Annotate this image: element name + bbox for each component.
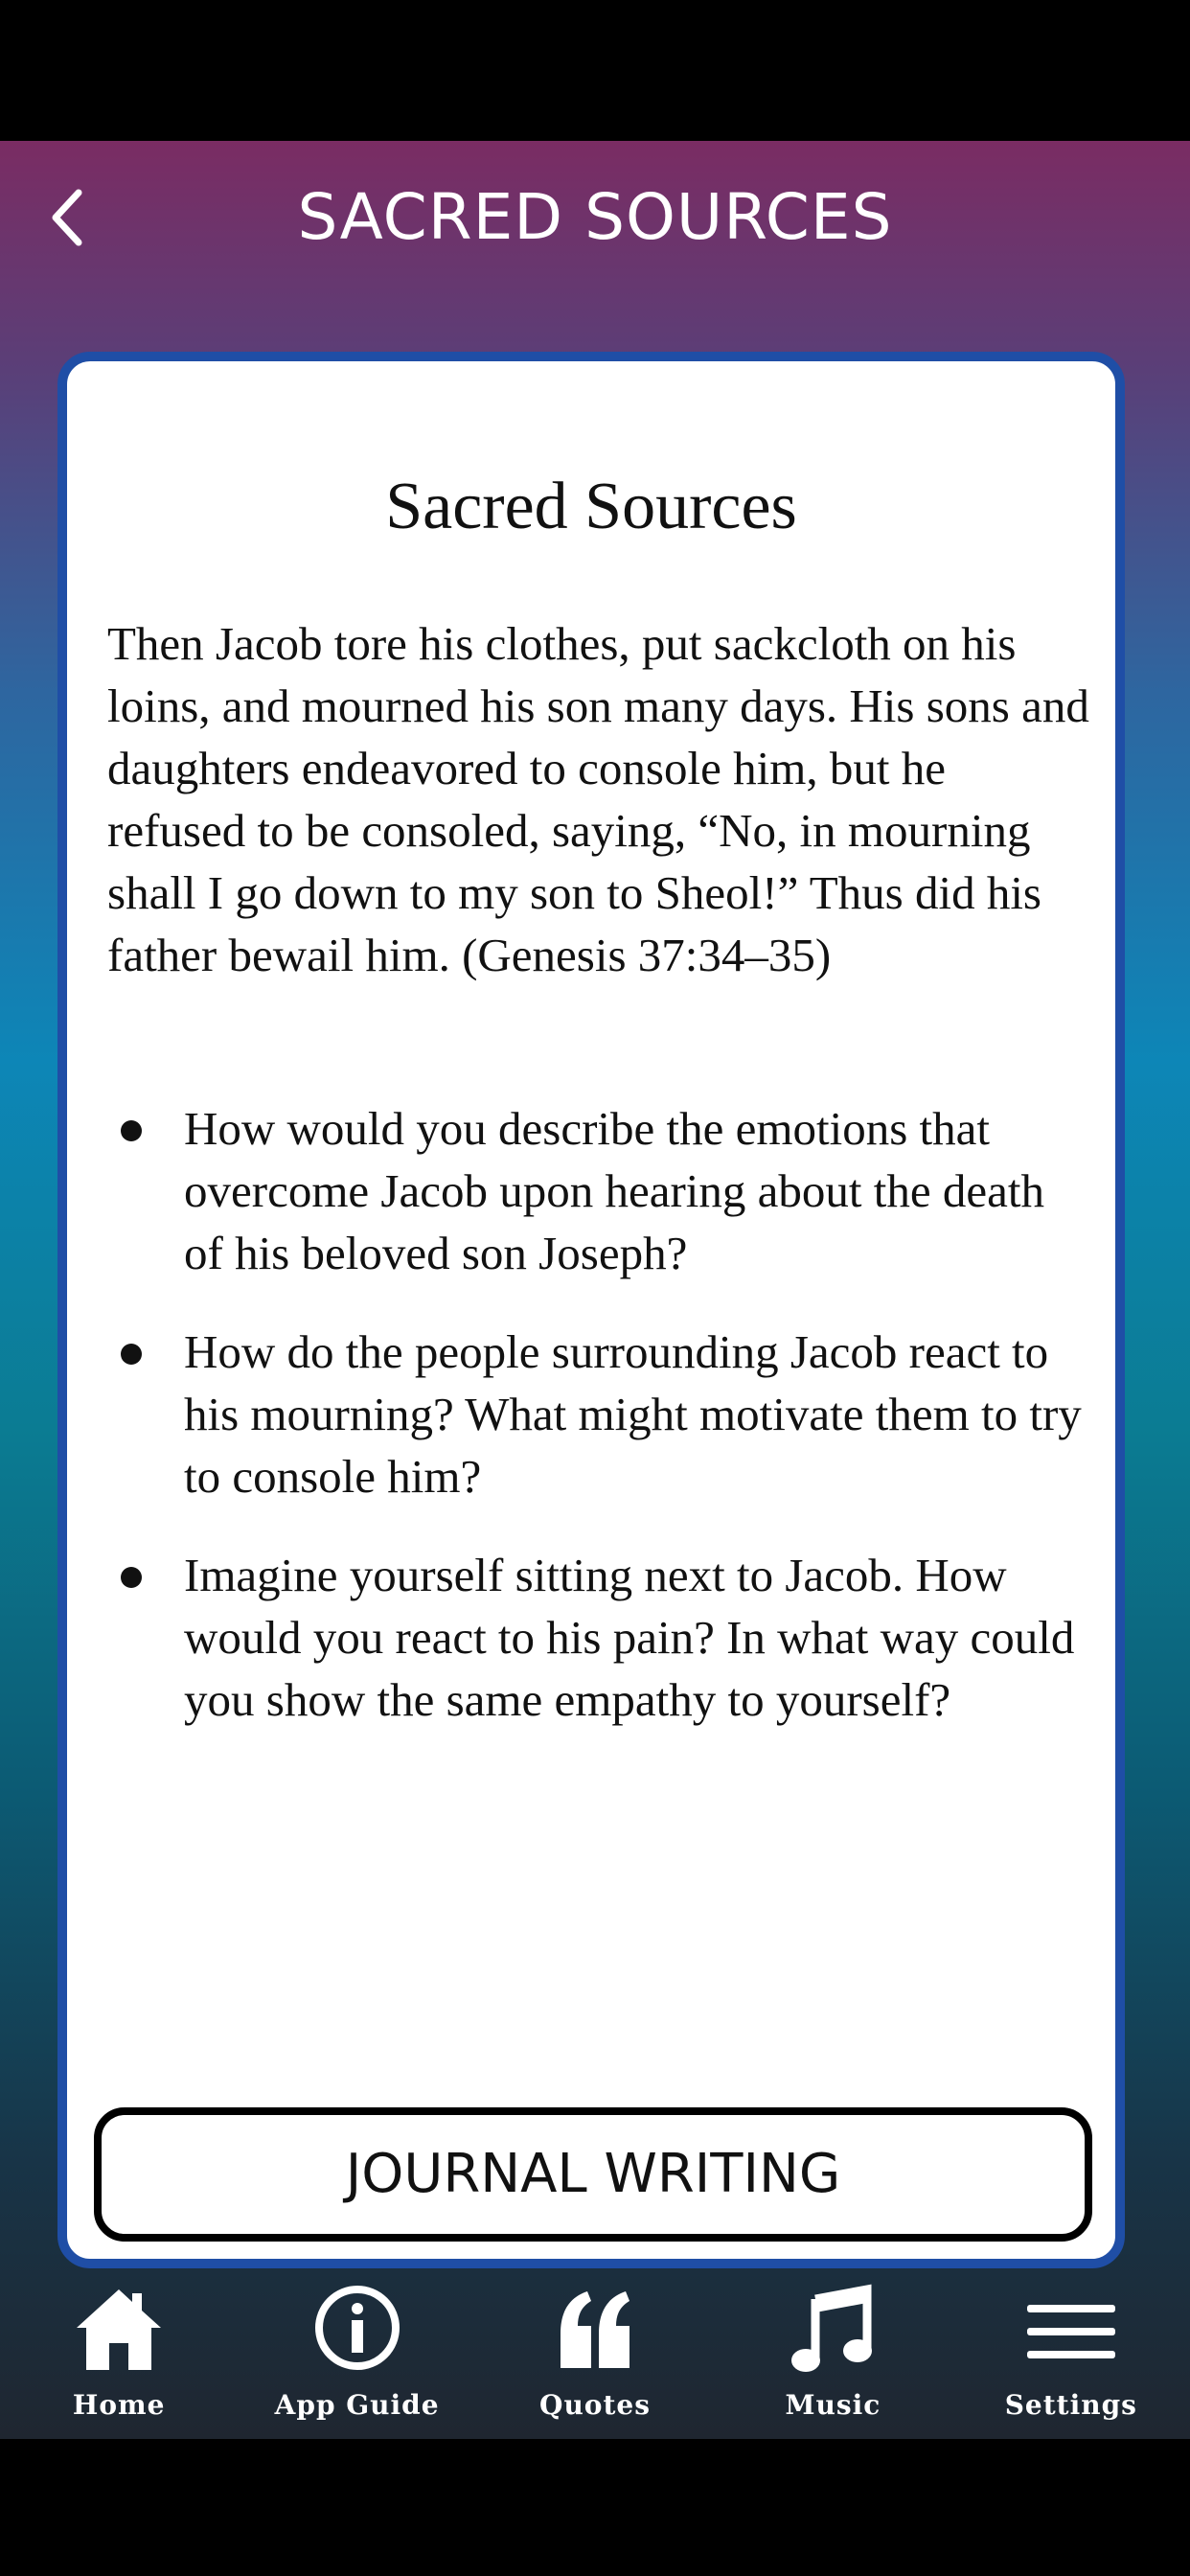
tab-app-guide[interactable]: [238, 2278, 475, 2439]
music-note-icon: [787, 2284, 879, 2376]
bullet-icon: [121, 1120, 142, 1141]
info-icon: [311, 2284, 403, 2376]
content-card: [57, 352, 1125, 2268]
tab-home[interactable]: [0, 2278, 238, 2439]
question-item: [107, 1097, 1090, 1284]
tab-bar: [0, 2278, 1190, 2439]
home-icon: [73, 2284, 165, 2376]
question-text: How do the people surrounding Jacob react to his mourning? What might motivate them to try to console him?: [184, 1325, 1082, 1503]
app-screen: [0, 141, 1190, 2439]
tab-label: Home: [72, 2389, 166, 2421]
question-item: [107, 1544, 1090, 1731]
tab-quotes[interactable]: [476, 2278, 714, 2439]
question-text: How would you describe the emotions that overcome Jacob upon hearing about the death of his beloved son Joseph?: [184, 1102, 1045, 1279]
bullet-icon: [121, 1567, 142, 1588]
bullet-icon: [121, 1344, 142, 1365]
quote-icon: [549, 2284, 641, 2376]
tab-label: App Guide: [274, 2389, 440, 2421]
tab-label: Settings: [1004, 2389, 1137, 2421]
header: [0, 141, 1190, 352]
scripture-passage: Then Jacob tore his clothes, put sackcloth on his loins, and mourned his son many days. His sons and daughters endeavored to console him, but he refused to be consoled, saying, “No, in mourning shall I go down to my son to Sheol!” Thus did his father bewail him. (Genesis 37:34–35): [107, 617, 1089, 981]
question-item: [107, 1321, 1090, 1507]
page-title: SACRED SOURCES: [297, 180, 893, 254]
question-text: Imagine yourself sitting next to Jacob. How would you react to his pain? In what way could you show the same empathy to yourself?: [184, 1549, 1075, 1726]
menu-icon: [1025, 2284, 1117, 2376]
tab-label: Music: [785, 2389, 881, 2421]
tab-music[interactable]: [714, 2278, 951, 2439]
tab-settings[interactable]: [952, 2278, 1190, 2439]
reflection-questions: [107, 1097, 1090, 1767]
tab-label: Quotes: [539, 2389, 651, 2421]
journal-writing-button[interactable]: JOURNAL WRITING: [94, 2107, 1092, 2242]
card-title: Sacred Sources: [385, 470, 797, 543]
